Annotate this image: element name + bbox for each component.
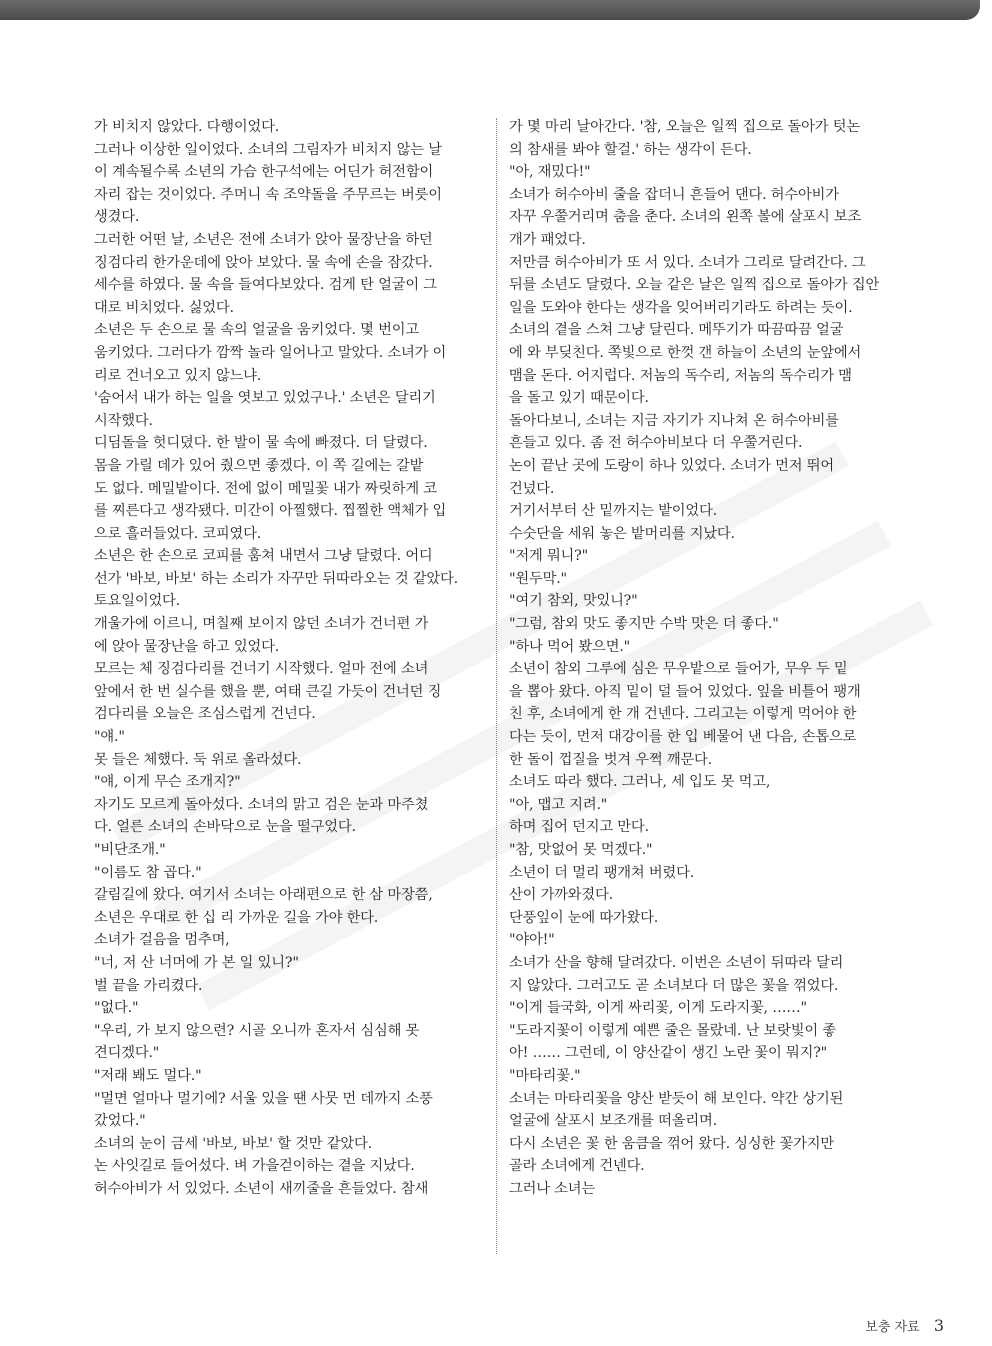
text-line: 소녀의 눈이 금세 '바보, 바보' 할 것만 같았다. [94, 1135, 372, 1152]
page-footer [865, 1316, 944, 1335]
text-line: 갔었다." [94, 1113, 146, 1130]
text-line: 소녀가 허수아비 줄을 잡더니 흔들어 댄다. 허수아비가 [509, 186, 839, 203]
text-line: 논이 끝난 곳에 도랑이 하나 있었다. 소녀가 먼저 뛰어 [509, 457, 834, 474]
text-line: 거기서부터 산 밑까지는 밭이었다. [509, 503, 717, 520]
text-line: 소녀가 산을 향해 달려갔다. 이번은 소년이 뒤따라 달리 [509, 954, 844, 971]
text-line: 가 몇 마리 날아간다. '참, 오늘은 일찍 집으로 돌아가 텃논 [509, 119, 860, 135]
text-line: 징검다리 한가운데에 앉아 보았다. 물 속에 손을 잠갔다. [94, 254, 433, 271]
text-line: "너, 저 산 너머에 가 본 일 있니?" [94, 954, 299, 971]
text-line: 를 찌른다고 생각됐다. 미간이 아찔했다. 찝찔한 액체가 입 [94, 503, 447, 520]
text-line: 다는 듯이, 먼저 대강이를 한 입 베물어 낸 다음, 손톱으로 [509, 729, 857, 746]
text-line: 그러나 이상한 일이었다. 소녀의 그림자가 비치지 않는 날 [94, 141, 442, 158]
text-line: "얘, 이게 무슨 조개지?" [94, 774, 241, 791]
text-line: 허수아비가 서 있었다. 소년이 새끼줄을 흔들었다. 참새 [94, 1180, 429, 1197]
text-line: 소녀의 곁을 스쳐 그냥 달린다. 메뚜기가 따끔따끔 얼굴 [509, 322, 844, 339]
text-column-right [509, 116, 899, 1201]
text-line: 에 앉아 물장난을 하고 있었다. [94, 638, 280, 655]
text-line: 으로 흘러들었다. 코피였다. [94, 525, 262, 542]
text-line: 에 와 부딪친다. 쪽빛으로 한껏 갠 하늘이 소년의 눈앞에서 [509, 344, 862, 361]
text-line: '숨어서 내가 하는 일을 엿보고 있었구나.' 소년은 달리기 [94, 390, 436, 407]
text-column-left [94, 116, 484, 1201]
text-line: "우리, 가 보지 않으련? 시골 오니까 혼자서 심심해 못 [94, 1022, 420, 1039]
text-line: 소녀는 마타리꽃을 양산 받듯이 해 보인다. 약간 상기된 [509, 1090, 844, 1107]
text-line: "참, 맛없어 못 먹겠다." [509, 842, 653, 858]
text-line: 앞에서 한 번 실수를 했을 뿐, 여태 큰길 가듯이 건너던 징 [94, 683, 442, 700]
text-line: 개가 패었다. [509, 231, 586, 248]
header-bar [0, 0, 980, 20]
text-line: "저래 봬도 멀다." [94, 1067, 202, 1084]
text-line: 가 비치지 않았다. 다행이었다. [94, 119, 280, 135]
text-line: 리로 건너오고 있지 않느냐. [94, 367, 262, 384]
text-line: 소녀가 걸음을 멈추며, [94, 932, 230, 949]
text-line: 친 후, 소녀에게 한 개 건넨다. 그리고는 이렇게 먹어야 한 [509, 706, 857, 723]
text-line: "아, 맵고 지려." [509, 796, 608, 813]
text-line: 갈림길에 왔다. 여기서 소녀는 아래편으로 한 삼 마장쯤, [94, 887, 433, 904]
text-line: 건넜다. [509, 480, 555, 497]
text-line: 생겼다. [94, 209, 140, 226]
text-line: "그럼, 참외 맛도 좋지만 수박 맛은 더 좋다." [509, 616, 779, 633]
text-line: 수숫단을 세워 놓은 밭머리를 지났다. [509, 525, 735, 542]
text-line: "저게 뭐니?" [509, 548, 589, 565]
text-line: 소년은 우대로 한 십 리 가까운 길을 가야 한다. [94, 909, 379, 926]
text-line: 을 돌고 있기 때문이다. [509, 390, 649, 407]
text-line: 그러나 소녀는 [509, 1180, 596, 1197]
text-line: "비단조개." [94, 842, 166, 858]
text-line: 디딤돌을 헛디뎠다. 한 발이 물 속에 빠졌다. 더 달렸다. [94, 435, 428, 452]
text-line: 뒤를 소년도 달렸다. 오늘 같은 날은 일찍 집으로 돌아가 집안 [509, 277, 880, 294]
text-line: 자기도 모르게 돌아섰다. 소녀의 맑고 검은 눈과 마주쳤 [94, 796, 429, 813]
text-line: 벌 끝을 가리켰다. [94, 977, 203, 994]
footer-label: 보충 자료 [865, 1320, 920, 1335]
text-line: 자리 잡는 것이었다. 주머니 속 조약돌을 주무르는 버릇이 [94, 186, 442, 203]
text-line: 이 계속될수록 소년의 가슴 한구석에는 어딘가 허전함이 [94, 164, 434, 181]
text-line: 자꾸 우쭐거리며 춤을 춘다. 소녀의 왼쪽 볼에 살포시 보조 [509, 209, 862, 226]
page-number: 3 [933, 1316, 944, 1335]
text-line: 대로 비치었다. 싫었다. [94, 299, 234, 316]
text-line: 소년이 더 멀리 팽개쳐 버렸다. [509, 864, 695, 881]
text-line: 논 사잇길로 들어섰다. 벼 가을걷이하는 곁을 지났다. [94, 1158, 415, 1175]
text-line: 소녀도 따라 했다. 그러나, 세 입도 못 먹고, [509, 774, 771, 791]
text-line: 움키었다. 그러다가 깜짝 놀라 일어나고 말았다. 소녀가 이 [94, 344, 447, 361]
text-line: 검다리를 오늘은 조심스럽게 건넌다. [94, 706, 316, 723]
text-line: 단풍잎이 눈에 따가왔다. [509, 909, 659, 926]
column-divider [496, 118, 497, 1254]
text-line: "마타리꽃." [509, 1067, 581, 1084]
text-line: "이름도 참 곱다." [94, 864, 202, 881]
text-line: 다. 얼른 소녀의 손바닥으로 눈을 떨구었다. [94, 819, 356, 836]
text-line: 선가 '바보, 바보' 하는 소리가 자꾸만 뒤따라오는 것 같았다. [94, 570, 458, 587]
text-line: 아! …… 그런데, 이 양산같이 생긴 노란 꽃이 뭐지?" [509, 1045, 828, 1062]
text-line: 몸을 가릴 데가 있어 줬으면 좋겠다. 이 쪽 길에는 갈밭 [94, 457, 424, 474]
text-line: 을 뽑아 왔다. 아직 밑이 덜 들어 있었다. 잎을 비틀어 팽개 [509, 683, 861, 700]
text-line: 시작했다. [94, 412, 153, 429]
text-line: "이게 들국화, 이게 싸리꽃, 이게 도라지꽃, ……" [509, 1000, 807, 1017]
text-line: 개울가에 이르니, 며칠째 보이지 않던 소녀가 건너편 가 [94, 616, 429, 633]
text-line: 세수를 하였다. 물 속을 들여다보았다. 검게 탄 얼굴이 그 [94, 277, 437, 294]
text-line: 맴을 돈다. 어지럽다. 저놈의 독수리, 저놈의 독수리가 맴 [509, 367, 852, 384]
text-line: 견디겠다." [94, 1045, 160, 1062]
text-line: "얘." [94, 729, 125, 746]
text-line: "하나 먹어 봤으면." [509, 638, 631, 655]
text-line: 골라 소녀에게 건넨다. [509, 1158, 645, 1175]
text-line: "야아!" [509, 932, 555, 949]
text-line: 산이 가까와졌다. [509, 887, 613, 904]
text-line: "멀면 얼마나 멀기에? 서울 있을 땐 사뭇 먼 데까지 소풍 [94, 1090, 433, 1107]
text-line: 그러한 어떤 날, 소년은 전에 소녀가 앉아 물장난을 하던 [94, 231, 433, 248]
text-line: "없다." [94, 1000, 139, 1017]
text-line: 일을 도와야 한다는 생각을 잊어버리기라도 하려는 듯이. [509, 299, 853, 316]
text-line: 다시 소년은 꽃 한 움큼을 꺾어 왔다. 싱싱한 꽃가지만 [509, 1135, 834, 1152]
text-line: 한 돌이 껍질을 벗겨 우쩍 깨문다. [509, 751, 713, 768]
text-line: 못 들은 체했다. 둑 위로 올라섰다. [94, 751, 302, 768]
text-line: "도라지꽃이 이렇게 예쁜 줄은 몰랐네. 난 보랏빛이 좋 [509, 1022, 836, 1039]
text-line: 의 참새를 봐야 할걸.' 하는 생각이 든다. [509, 141, 752, 158]
text-line: 토요일이었다. [94, 593, 181, 610]
text-line: 소년이 참외 그루에 심은 무우밭으로 들어가, 무우 두 밑 [509, 661, 848, 678]
text-line: 흔들고 있다. 좀 전 허수아비보다 더 우쭐거린다. [509, 435, 803, 452]
text-line: "여기 참외, 맛있니?" [509, 593, 638, 610]
text-line: 소년은 두 손으로 물 속의 얼굴을 움키었다. 몇 번이고 [94, 322, 419, 339]
text-line: "원두막." [509, 570, 567, 587]
text-line: 하며 집어 던지고 만다. [509, 819, 649, 836]
text-line: 모르는 체 징검다리를 건너기 시작했다. 얼마 전에 소녀 [94, 661, 429, 678]
text-line: 저만큼 허수아비가 또 서 있다. 소녀가 그리로 달려간다. 그 [509, 254, 866, 271]
text-line: 소년은 한 손으로 코피를 훔쳐 내면서 그냥 달렸다. 어디 [94, 548, 433, 565]
text-line: 돌아다보니, 소녀는 지금 자기가 지나쳐 온 허수아비를 [509, 412, 839, 429]
text-line: 지 않았다. 그러고도 곧 소녀보다 더 많은 꽃을 꺾었다. [509, 977, 839, 994]
text-line: 얼굴에 살포시 보조개를 떠올리며. [509, 1113, 717, 1130]
text-line: 도 없다. 메밀밭이다. 전에 없이 메밀꽃 내가 짜릿하게 코 [94, 480, 437, 497]
text-line: "아, 재밌다!" [509, 164, 591, 181]
